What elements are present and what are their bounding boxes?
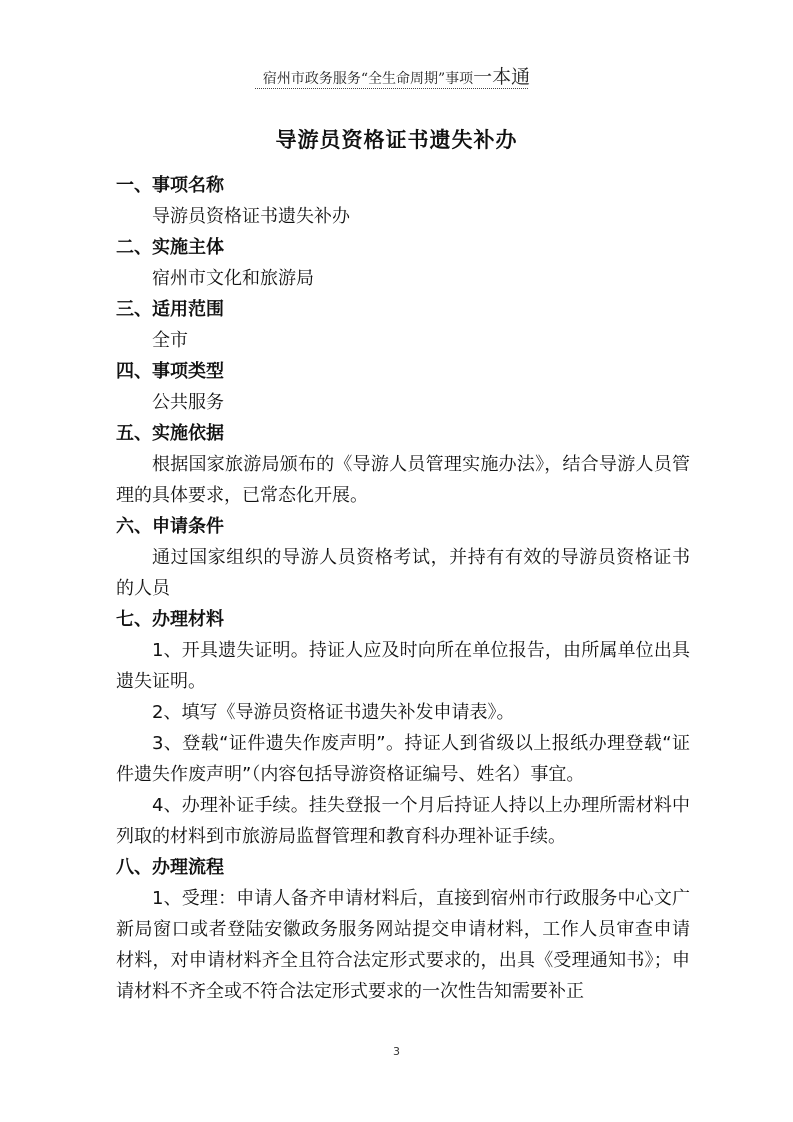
section <box>116 232 690 294</box>
section <box>116 511 690 604</box>
page-number: 3 <box>393 1045 400 1058</box>
header-prefix: 宿州市政务服务“全生命周期”事项 <box>262 71 474 87</box>
section-heading: 五、实施依据 <box>116 423 224 444</box>
section-paragraph: 3、登载“证件遗失作废声明”。持证人到省级以上报纸办理登载“证件遗失作废声明”（内容包括导游资格证编号、姓名）事宜。 <box>116 733 690 785</box>
section-paragraph: 公共服务 <box>152 392 224 413</box>
section-paragraph: 2、填写《导游员资格证书遗失补发申请表》。 <box>152 702 515 723</box>
section <box>116 294 690 356</box>
section-paragraph: 宿州市文化和旅游局 <box>152 268 314 289</box>
section-paragraph: 1、开具遗失证明。持证人应及时向所在单位报告，由所属单位出具遗失证明。 <box>116 640 690 692</box>
section <box>116 852 690 1007</box>
document-title: 导游员资格证书遗失补办 <box>275 128 518 152</box>
section-paragraph: 通过国家组织的导游人员资格考试，并持有有效的导游员资格证书的人员 <box>116 547 690 599</box>
running-header <box>0 62 793 89</box>
section-heading: 三、适用范围 <box>116 299 224 320</box>
header-underline <box>255 88 528 89</box>
section <box>116 604 690 852</box>
section <box>116 170 690 232</box>
section <box>116 356 690 418</box>
section <box>116 418 690 511</box>
section-heading: 一、事项名称 <box>116 175 224 196</box>
section-heading: 七、办理材料 <box>116 609 224 630</box>
section-heading: 八、办理流程 <box>116 857 224 878</box>
section-paragraph: 导游员资格证书遗失补办 <box>152 206 350 227</box>
section-paragraph: 根据国家旅游局颁布的《导游人员管理实施办法》，结合导游人员管理的具体要求，已常态化开展。 <box>116 454 690 506</box>
section-heading: 四、事项类型 <box>116 361 224 382</box>
section-heading: 二、实施主体 <box>116 237 224 258</box>
document-body <box>116 170 690 1007</box>
section-paragraph: 全市 <box>152 330 188 351</box>
section-paragraph: 1、受理：申请人备齐申请材料后，直接到宿州市行政服务中心文广新局窗口或者登陆安徽政务服务网站提交申请材料，工作人员审查申请材料，对申请材料齐全且符合法定形式要求的，出具《受理通知书》；申请材料不齐全或不符合法定形式要求的一次性告知需要补正 <box>116 888 690 1002</box>
header-suffix: 一本通 <box>473 66 531 88</box>
section-paragraph: 4、办理补证手续。挂失登报一个月后持证人持以上办理所需材料中列取的材料到市旅游局监督管理和教育科办理补证手续。 <box>116 795 690 847</box>
section-heading: 六、申请条件 <box>116 516 224 537</box>
